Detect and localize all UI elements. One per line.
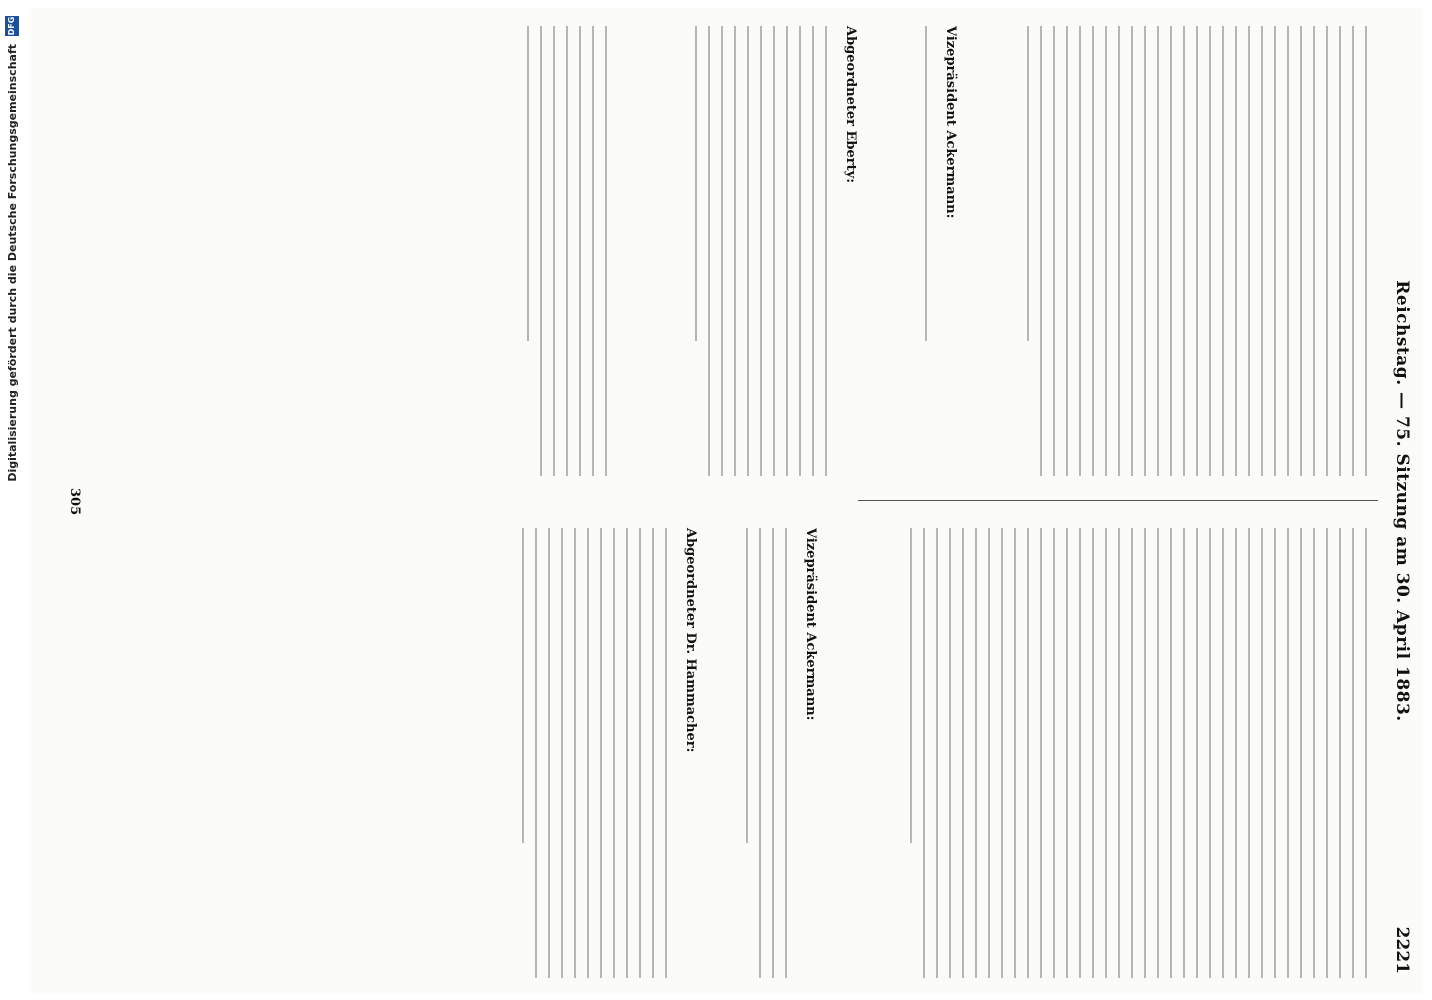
text-block xyxy=(684,26,838,476)
column-divider xyxy=(858,500,1378,501)
speaker-label: Abgeordneter Dr. Hammacher: xyxy=(683,528,698,753)
column-left xyxy=(58,26,1378,476)
digitization-credit xyxy=(0,0,24,1000)
speaker-label: Vizepräsident Ackermann: xyxy=(943,26,958,219)
column-right xyxy=(58,528,1378,978)
text-block xyxy=(516,26,618,476)
header-page-number: 2221 xyxy=(1392,926,1412,974)
credit-text: Digitalisierung gefördert durch die Deutsche Forschungsgemeinschaft xyxy=(5,44,19,482)
scanned-page xyxy=(30,8,1422,994)
rotated-content xyxy=(30,8,1422,994)
text-block xyxy=(914,26,938,476)
header-title: Reichstag. — 75. Sitzung am 30. April 1883. xyxy=(1392,280,1412,722)
text-block xyxy=(1016,26,1378,476)
speaker-label: Abgeordneter Eberty: xyxy=(843,26,858,183)
dfg-logo-icon: DFG xyxy=(5,16,19,36)
speaker-label: Vizepräsident Ackermann: xyxy=(803,528,818,721)
running-header xyxy=(1382,8,1422,994)
text-block xyxy=(511,528,678,978)
footer-page-ref: 305 xyxy=(67,488,82,516)
text-block xyxy=(899,528,1378,978)
text-block xyxy=(735,528,798,978)
